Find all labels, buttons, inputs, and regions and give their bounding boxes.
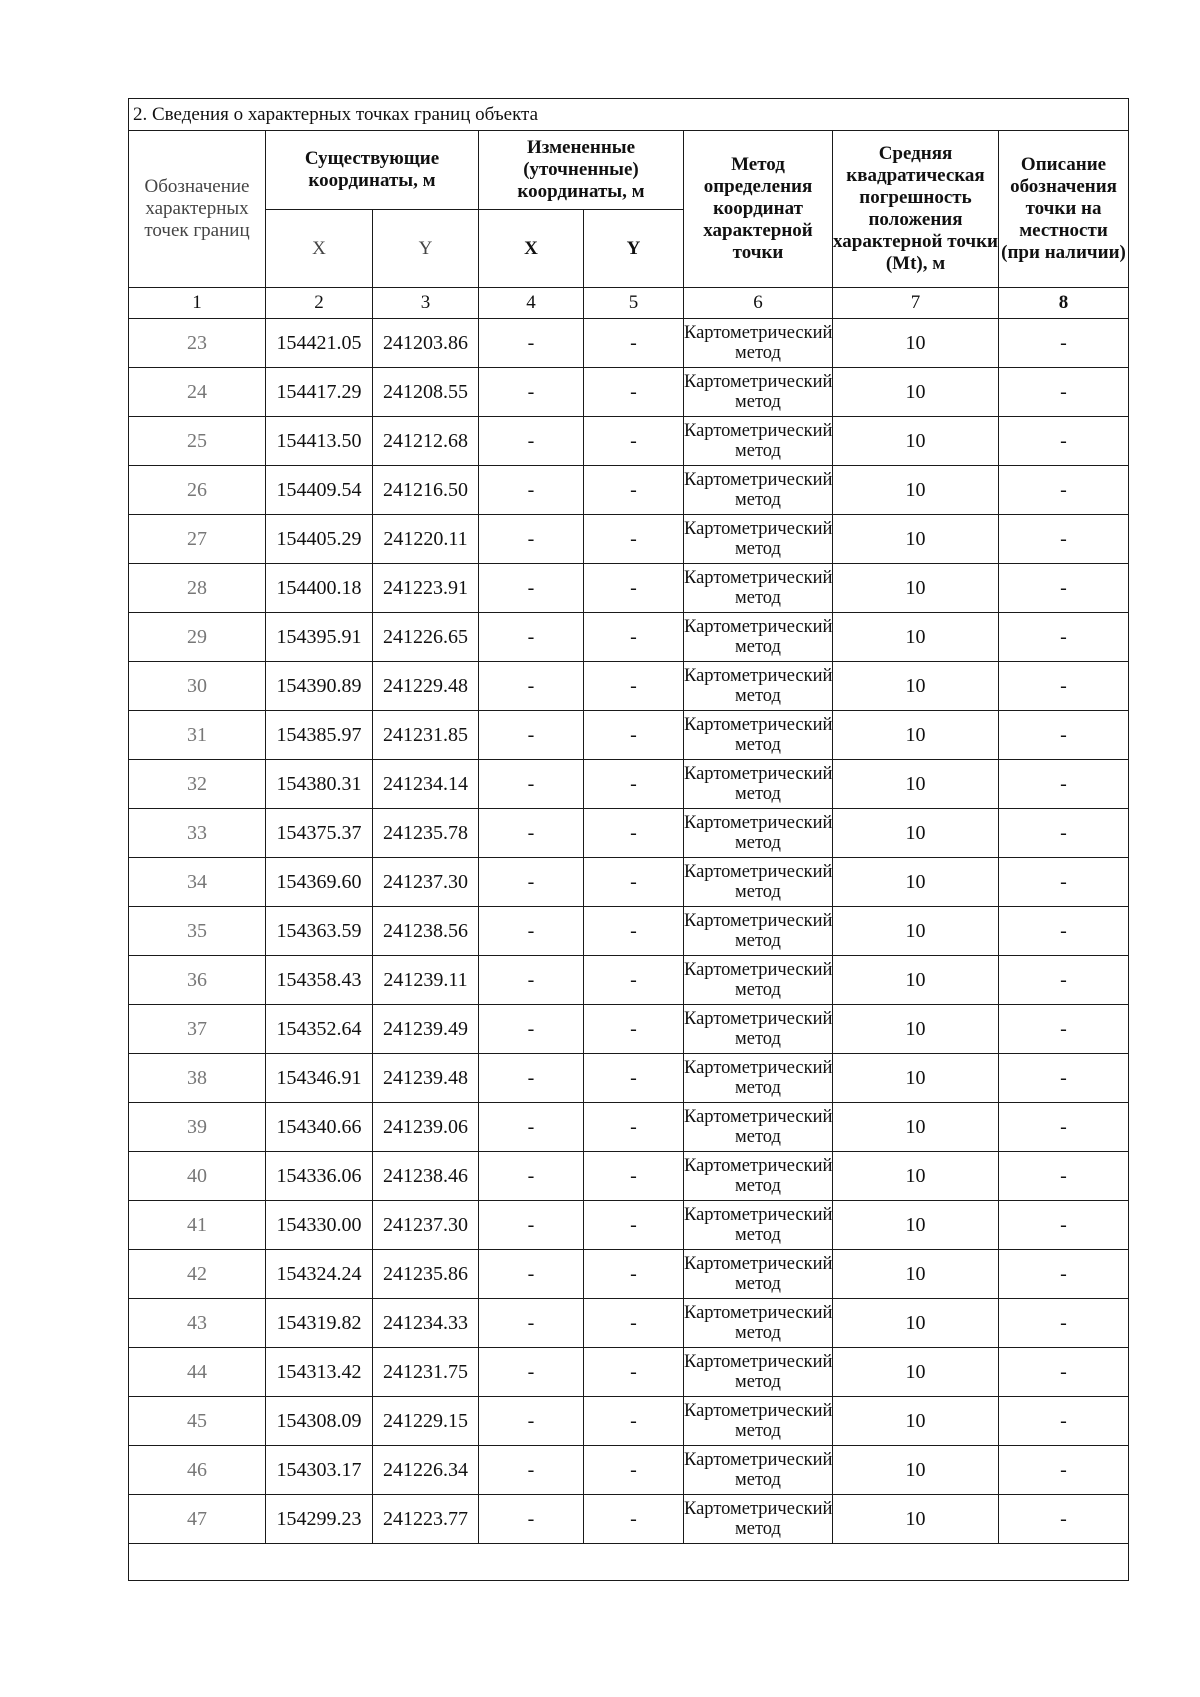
- point-cell: 35: [129, 907, 266, 956]
- point-cell: 26: [129, 466, 266, 515]
- header-changed-coordinates: Измененные (уточненные) координаты, м: [479, 131, 684, 210]
- changed-y-cell: -: [584, 1103, 684, 1152]
- mean-error-cell: 10: [833, 1348, 999, 1397]
- method-cell: Картометрический метод: [684, 368, 833, 417]
- table-row: [129, 956, 1129, 1005]
- changed-y-cell: -: [584, 1005, 684, 1054]
- changed-y-cell: -: [584, 564, 684, 613]
- existing-y-cell: 241223.77: [373, 1495, 479, 1544]
- method-cell: Картометрический метод: [684, 1397, 833, 1446]
- changed-y-cell: -: [584, 1397, 684, 1446]
- existing-x-cell: 154417.29: [266, 368, 373, 417]
- table-row: [129, 1250, 1129, 1299]
- changed-y-cell: -: [584, 613, 684, 662]
- point-cell: 40: [129, 1152, 266, 1201]
- header-changed-y: Y: [584, 210, 684, 288]
- changed-x-cell: -: [479, 515, 584, 564]
- description-cell: -: [999, 956, 1129, 1005]
- method-cell: Картометрический метод: [684, 1005, 833, 1054]
- description-cell: -: [999, 760, 1129, 809]
- point-cell: 29: [129, 613, 266, 662]
- changed-x-cell: -: [479, 1201, 584, 1250]
- changed-y-cell: -: [584, 368, 684, 417]
- changed-x-cell: -: [479, 1005, 584, 1054]
- changed-x-cell: -: [479, 760, 584, 809]
- description-cell: -: [999, 1103, 1129, 1152]
- section-title: 2. Сведения о характерных точках границ объекта: [129, 99, 1129, 131]
- existing-x-cell: 154352.64: [266, 1005, 373, 1054]
- method-cell: Картометрический метод: [684, 1152, 833, 1201]
- description-cell: -: [999, 613, 1129, 662]
- existing-x-cell: 154363.59: [266, 907, 373, 956]
- method-cell: Картометрический метод: [684, 711, 833, 760]
- existing-y-cell: 241229.15: [373, 1397, 479, 1446]
- mean-error-cell: 10: [833, 564, 999, 613]
- point-cell: 25: [129, 417, 266, 466]
- description-cell: -: [999, 319, 1129, 368]
- point-cell: 42: [129, 1250, 266, 1299]
- changed-x-cell: -: [479, 1348, 584, 1397]
- description-cell: -: [999, 1495, 1129, 1544]
- changed-y-cell: -: [584, 1201, 684, 1250]
- description-cell: -: [999, 1250, 1129, 1299]
- existing-y-cell: 241231.85: [373, 711, 479, 760]
- method-cell: Картометрический метод: [684, 1201, 833, 1250]
- mean-error-cell: 10: [833, 1005, 999, 1054]
- method-cell: Картометрический метод: [684, 760, 833, 809]
- column-number-7: 7: [833, 288, 999, 319]
- column-number-1: 1: [129, 288, 266, 319]
- method-cell: Картометрический метод: [684, 1495, 833, 1544]
- method-cell: Картометрический метод: [684, 1054, 833, 1103]
- changed-y-cell: -: [584, 956, 684, 1005]
- description-cell: -: [999, 1201, 1129, 1250]
- point-cell: 43: [129, 1299, 266, 1348]
- table-row: [129, 1201, 1129, 1250]
- changed-x-cell: -: [479, 1446, 584, 1495]
- existing-x-cell: 154358.43: [266, 956, 373, 1005]
- header-existing-y: Y: [373, 210, 479, 288]
- method-cell: Картометрический метод: [684, 662, 833, 711]
- mean-error-cell: 10: [833, 417, 999, 466]
- existing-x-cell: 154340.66: [266, 1103, 373, 1152]
- existing-y-cell: 241239.48: [373, 1054, 479, 1103]
- changed-x-cell: -: [479, 858, 584, 907]
- existing-y-cell: 241234.33: [373, 1299, 479, 1348]
- existing-y-cell: 241239.49: [373, 1005, 479, 1054]
- changed-x-cell: -: [479, 1397, 584, 1446]
- changed-y-cell: -: [584, 1495, 684, 1544]
- method-cell: Картометрический метод: [684, 319, 833, 368]
- changed-x-cell: -: [479, 907, 584, 956]
- mean-error-cell: 10: [833, 956, 999, 1005]
- table-row: [129, 858, 1129, 907]
- changed-y-cell: -: [584, 515, 684, 564]
- changed-y-cell: -: [584, 417, 684, 466]
- table-row: [129, 515, 1129, 564]
- mean-error-cell: 10: [833, 1103, 999, 1152]
- table-body: [129, 319, 1129, 1544]
- changed-x-cell: -: [479, 417, 584, 466]
- mean-error-cell: 10: [833, 662, 999, 711]
- mean-error-cell: 10: [833, 1495, 999, 1544]
- column-number-2: 2: [266, 288, 373, 319]
- existing-x-cell: 154405.29: [266, 515, 373, 564]
- table-row: [129, 319, 1129, 368]
- point-cell: 39: [129, 1103, 266, 1152]
- changed-x-cell: -: [479, 368, 584, 417]
- changed-y-cell: -: [584, 466, 684, 515]
- point-cell: 38: [129, 1054, 266, 1103]
- description-cell: -: [999, 711, 1129, 760]
- column-number-8: 8: [999, 288, 1129, 319]
- description-cell: -: [999, 662, 1129, 711]
- changed-x-cell: -: [479, 613, 584, 662]
- existing-y-cell: 241235.86: [373, 1250, 479, 1299]
- mean-error-cell: 10: [833, 368, 999, 417]
- existing-y-cell: 241231.75: [373, 1348, 479, 1397]
- changed-x-cell: -: [479, 1299, 584, 1348]
- table-row: [129, 760, 1129, 809]
- existing-y-cell: 241237.30: [373, 1201, 479, 1250]
- column-number-5: 5: [584, 288, 684, 319]
- point-cell: 28: [129, 564, 266, 613]
- point-cell: 30: [129, 662, 266, 711]
- changed-y-cell: -: [584, 760, 684, 809]
- changed-x-cell: -: [479, 711, 584, 760]
- table-row: [129, 1446, 1129, 1495]
- table-row: [129, 907, 1129, 956]
- mean-error-cell: 10: [833, 613, 999, 662]
- description-cell: -: [999, 907, 1129, 956]
- point-cell: 24: [129, 368, 266, 417]
- existing-y-cell: 241208.55: [373, 368, 479, 417]
- existing-x-cell: 154336.06: [266, 1152, 373, 1201]
- method-cell: Картометрический метод: [684, 907, 833, 956]
- changed-y-cell: -: [584, 1446, 684, 1495]
- mean-error-cell: 10: [833, 1201, 999, 1250]
- existing-y-cell: 241239.11: [373, 956, 479, 1005]
- changed-y-cell: -: [584, 1250, 684, 1299]
- existing-x-cell: 154324.24: [266, 1250, 373, 1299]
- point-cell: 45: [129, 1397, 266, 1446]
- existing-y-cell: 241237.30: [373, 858, 479, 907]
- existing-x-cell: 154390.89: [266, 662, 373, 711]
- point-cell: 23: [129, 319, 266, 368]
- description-cell: -: [999, 1054, 1129, 1103]
- method-cell: Картометрический метод: [684, 1446, 833, 1495]
- table-row: [129, 417, 1129, 466]
- boundary-points-sheet: [128, 98, 1128, 1581]
- existing-y-cell: 241229.48: [373, 662, 479, 711]
- point-cell: 36: [129, 956, 266, 1005]
- point-cell: 33: [129, 809, 266, 858]
- mean-error-cell: 10: [833, 858, 999, 907]
- column-number-3: 3: [373, 288, 479, 319]
- existing-x-cell: 154346.91: [266, 1054, 373, 1103]
- description-cell: -: [999, 858, 1129, 907]
- method-cell: Картометрический метод: [684, 1348, 833, 1397]
- existing-x-cell: 154421.05: [266, 319, 373, 368]
- table-row: [129, 1054, 1129, 1103]
- existing-x-cell: 154413.50: [266, 417, 373, 466]
- header-point-designation: Обозначение характерных точек границ: [129, 131, 266, 288]
- method-cell: Картометрический метод: [684, 858, 833, 907]
- column-number-6: 6: [684, 288, 833, 319]
- point-cell: 32: [129, 760, 266, 809]
- header-changed-x: X: [479, 210, 584, 288]
- changed-y-cell: -: [584, 1299, 684, 1348]
- mean-error-cell: 10: [833, 1152, 999, 1201]
- header-existing-coordinates: Существующие координаты, м: [266, 131, 479, 210]
- existing-y-cell: 241223.91: [373, 564, 479, 613]
- existing-x-cell: 154375.37: [266, 809, 373, 858]
- changed-x-cell: -: [479, 956, 584, 1005]
- changed-y-cell: -: [584, 858, 684, 907]
- method-cell: Картометрический метод: [684, 613, 833, 662]
- table-footer-empty: [129, 1544, 1129, 1581]
- table-row: [129, 1348, 1129, 1397]
- mean-error-cell: 10: [833, 1446, 999, 1495]
- mean-error-cell: 10: [833, 1299, 999, 1348]
- changed-x-cell: -: [479, 466, 584, 515]
- table-row: [129, 1005, 1129, 1054]
- changed-y-cell: -: [584, 1348, 684, 1397]
- existing-y-cell: 241239.06: [373, 1103, 479, 1152]
- existing-x-cell: 154380.31: [266, 760, 373, 809]
- point-cell: 47: [129, 1495, 266, 1544]
- table-row: [129, 1152, 1129, 1201]
- changed-y-cell: -: [584, 809, 684, 858]
- mean-error-cell: 10: [833, 1397, 999, 1446]
- description-cell: -: [999, 1005, 1129, 1054]
- changed-y-cell: -: [584, 1152, 684, 1201]
- existing-x-cell: 154395.91: [266, 613, 373, 662]
- point-cell: 27: [129, 515, 266, 564]
- changed-x-cell: -: [479, 319, 584, 368]
- changed-x-cell: -: [479, 1250, 584, 1299]
- description-cell: -: [999, 1397, 1129, 1446]
- method-cell: Картометрический метод: [684, 466, 833, 515]
- changed-y-cell: -: [584, 1054, 684, 1103]
- mean-error-cell: 10: [833, 1054, 999, 1103]
- description-cell: -: [999, 515, 1129, 564]
- point-cell: 34: [129, 858, 266, 907]
- description-cell: -: [999, 1299, 1129, 1348]
- changed-y-cell: -: [584, 319, 684, 368]
- changed-x-cell: -: [479, 809, 584, 858]
- description-cell: -: [999, 417, 1129, 466]
- table-row: [129, 564, 1129, 613]
- existing-x-cell: 154400.18: [266, 564, 373, 613]
- existing-y-cell: 241212.68: [373, 417, 479, 466]
- existing-y-cell: 241216.50: [373, 466, 479, 515]
- existing-y-cell: 241234.14: [373, 760, 479, 809]
- method-cell: Картометрический метод: [684, 564, 833, 613]
- existing-y-cell: 241220.11: [373, 515, 479, 564]
- table-row: [129, 613, 1129, 662]
- existing-y-cell: 241238.46: [373, 1152, 479, 1201]
- mean-error-cell: 10: [833, 319, 999, 368]
- existing-x-cell: 154299.23: [266, 1495, 373, 1544]
- table-row: [129, 466, 1129, 515]
- mean-error-cell: 10: [833, 907, 999, 956]
- changed-x-cell: -: [479, 1495, 584, 1544]
- changed-y-cell: -: [584, 662, 684, 711]
- method-cell: Картометрический метод: [684, 1250, 833, 1299]
- point-cell: 41: [129, 1201, 266, 1250]
- method-cell: Картометрический метод: [684, 515, 833, 564]
- header-description: Описание обозначения точки на местности (при наличии): [999, 131, 1129, 288]
- column-number-4: 4: [479, 288, 584, 319]
- method-cell: Картометрический метод: [684, 1299, 833, 1348]
- point-cell: 31: [129, 711, 266, 760]
- table-row: [129, 662, 1129, 711]
- method-cell: Картометрический метод: [684, 1103, 833, 1152]
- description-cell: -: [999, 466, 1129, 515]
- existing-y-cell: 241235.78: [373, 809, 479, 858]
- existing-x-cell: 154308.09: [266, 1397, 373, 1446]
- description-cell: -: [999, 1152, 1129, 1201]
- existing-x-cell: 154409.54: [266, 466, 373, 515]
- method-cell: Картометрический метод: [684, 417, 833, 466]
- table-row: [129, 1299, 1129, 1348]
- existing-x-cell: 154385.97: [266, 711, 373, 760]
- changed-x-cell: -: [479, 1054, 584, 1103]
- changed-y-cell: -: [584, 711, 684, 760]
- changed-x-cell: -: [479, 1152, 584, 1201]
- table-row: [129, 368, 1129, 417]
- description-cell: -: [999, 1446, 1129, 1495]
- point-cell: 44: [129, 1348, 266, 1397]
- existing-x-cell: 154303.17: [266, 1446, 373, 1495]
- existing-x-cell: 154369.60: [266, 858, 373, 907]
- table-row: [129, 711, 1129, 760]
- existing-x-cell: 154319.82: [266, 1299, 373, 1348]
- existing-y-cell: 241238.56: [373, 907, 479, 956]
- header-existing-x: X: [266, 210, 373, 288]
- changed-x-cell: -: [479, 564, 584, 613]
- table-row: [129, 1495, 1129, 1544]
- mean-error-cell: 10: [833, 466, 999, 515]
- existing-y-cell: 241203.86: [373, 319, 479, 368]
- changed-x-cell: -: [479, 1103, 584, 1152]
- table-row: [129, 809, 1129, 858]
- table-row: [129, 1397, 1129, 1446]
- description-cell: -: [999, 564, 1129, 613]
- existing-x-cell: 154313.42: [266, 1348, 373, 1397]
- boundary-points-table: [128, 98, 1129, 1581]
- point-cell: 46: [129, 1446, 266, 1495]
- description-cell: -: [999, 809, 1129, 858]
- description-cell: -: [999, 1348, 1129, 1397]
- method-cell: Картометрический метод: [684, 956, 833, 1005]
- existing-x-cell: 154330.00: [266, 1201, 373, 1250]
- mean-error-cell: 10: [833, 1250, 999, 1299]
- existing-y-cell: 241226.65: [373, 613, 479, 662]
- existing-y-cell: 241226.34: [373, 1446, 479, 1495]
- changed-y-cell: -: [584, 907, 684, 956]
- header-method: Метод определения координат характерной точки: [684, 131, 833, 288]
- table-row: [129, 1103, 1129, 1152]
- header-mean-error: Средняя квадратическая погрешность положения характерной точки (Mt), м: [833, 131, 999, 288]
- description-cell: -: [999, 368, 1129, 417]
- mean-error-cell: 10: [833, 760, 999, 809]
- method-cell: Картометрический метод: [684, 809, 833, 858]
- mean-error-cell: 10: [833, 809, 999, 858]
- mean-error-cell: 10: [833, 515, 999, 564]
- mean-error-cell: 10: [833, 711, 999, 760]
- point-cell: 37: [129, 1005, 266, 1054]
- changed-x-cell: -: [479, 662, 584, 711]
